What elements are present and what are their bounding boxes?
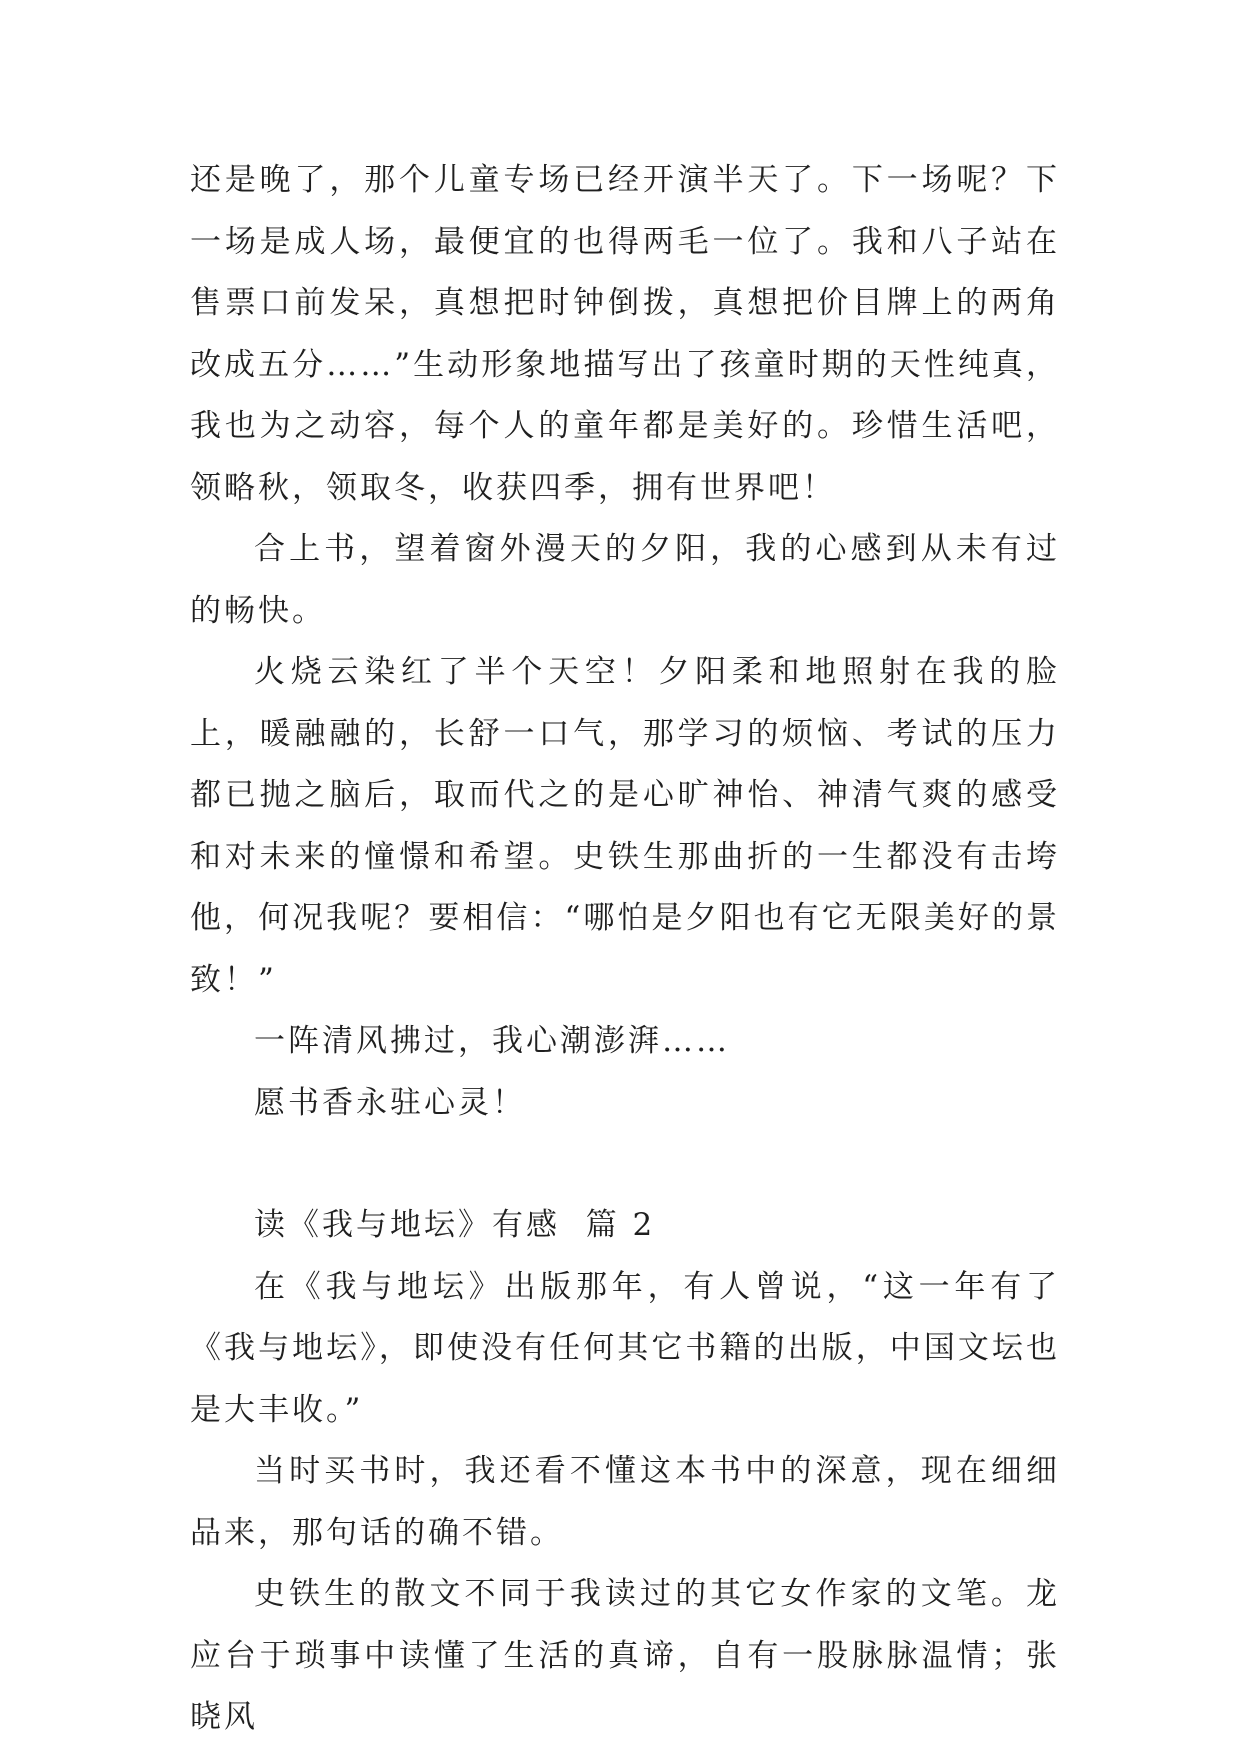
section-title: 读《我与地坛》有感 篇 2 bbox=[254, 1207, 656, 1243]
paragraph: 愿书香永驻心灵！ bbox=[254, 1084, 526, 1121]
paragraph: 一阵清风拂过，我心潮澎湃…… bbox=[254, 1023, 730, 1059]
document-body bbox=[190, 150, 1060, 1749]
paragraph: 合上书，望着窗外漫天的夕阳，我的心感到从未有过的畅快。 bbox=[190, 531, 1060, 629]
paragraph: 在《我与地坛》出版那年，有人曾说，“这一年有了《我与地坛》，即使没有任何其它书籍的出版，中国文坛也是大丰收。” bbox=[190, 1268, 1060, 1428]
paragraph: 还是晚了，那个儿童专场已经开演半天了。下一场呢？下一场是成人场，最便宜的也得两毛一位了。我和八子站在售票口前发呆，真想把时钟倒拨，真想把价目牌上的两角改成五分……”生动形象地描写出了孩童时期的天性纯真，我也为之动容，每个人的童年都是美好的。珍惜生活吧，领略秋，领取冬，收获四季，拥有世界吧！ bbox=[190, 162, 1060, 506]
paragraph: 史铁生的散文不同于我读过的其它女作家的文笔。龙应台于琐事中读懂了生活的真谛，自有一股脉脉温情；张晓风 bbox=[190, 1576, 1060, 1735]
paragraph: 当时买书时，我还看不懂这本书中的深意，现在细细品来，那句话的确不错。 bbox=[190, 1453, 1060, 1551]
paragraph: 火烧云染红了半个天空！夕阳柔和地照射在我的脸上，暖融融的，长舒一口气，那学习的烦恼、考试的压力都已抛之脑后，取而代之的是心旷神怡、神清气爽的感受和对未来的憧憬和希望。史铁生那曲折的一生都没有击垮他，何况我呢？要相信：“哪怕是夕阳也有它无限美好的景致！” bbox=[190, 654, 1060, 998]
section-spacer bbox=[190, 1134, 1060, 1195]
